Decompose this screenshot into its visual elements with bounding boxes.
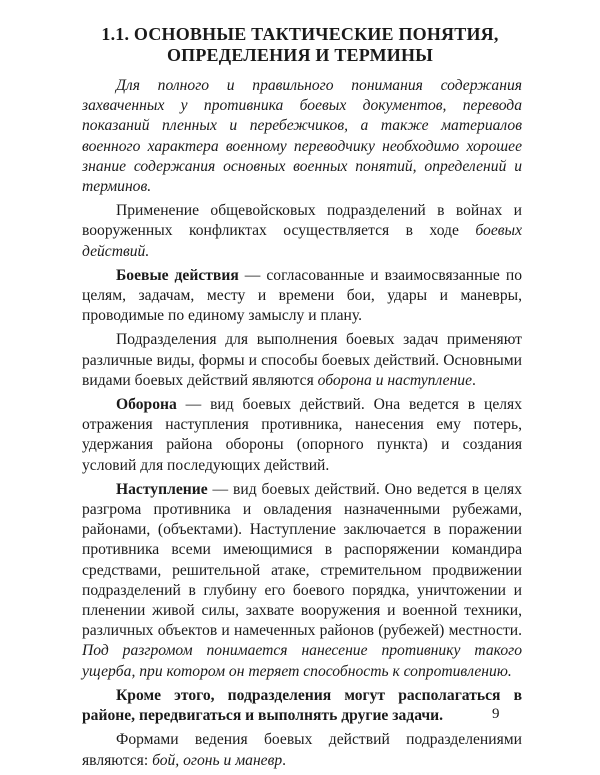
types-end: . — [472, 371, 476, 389]
defense-definition: — вид боевых действий. Она ведется в целях отражения наступления противника, нанесения ему потерь, удержания района обороны (опорного пункта) и создания условий для последующих действий. — [82, 396, 522, 474]
combat-definition: — согласованные и взаимосвязанные по целям, задачам, месту и времени бои, удары и маневры, проводимые по единому замыслу и плану. — [82, 266, 522, 325]
defense-definition-paragraph — [82, 395, 522, 476]
combat-definition-paragraph — [82, 266, 522, 327]
application-italic: боевых действий. — [82, 222, 522, 260]
forms-italic: бой, огонь и маневр — [152, 751, 283, 769]
offense-term: Наступление — [116, 480, 208, 498]
page-number: 9 — [492, 706, 500, 722]
intro-paragraph: Для полного и правильного понимания содержания захваченных у противника боевых документов, перевода показаний пленных и перебежчиков, а также материалов военного характера военному переводчику необходимо хорошее знание содержания основных военных понятий, определений и терминов. — [82, 77, 522, 196]
offense-definition-paragraph — [82, 480, 522, 682]
forms-paragraph — [82, 730, 522, 770]
besides-paragraph: Кроме этого, подразделения могут располагаться в районе, передвигаться и выполнять другие задачи. — [82, 686, 522, 725]
types-italic: оборона и наступление — [317, 371, 473, 389]
types-paragraph — [82, 330, 522, 391]
combat-term: Боевые действия — [116, 266, 239, 284]
offense-italic-note: Под разгромом понимается нанесение противнику такого ущерба, при котором он теряет способность к сопротивлению. — [82, 642, 522, 680]
body-text — [82, 76, 522, 775]
forms-text: Формами ведения боевых действий подразделениями являются: — [82, 731, 522, 769]
section-heading — [70, 24, 530, 66]
application-paragraph — [82, 201, 522, 262]
offense-definition: — вид боевых действий. Оно ведется в целях разгрома противника и овладения назначенными рубежами, районами, (объектами). Наступление заключается в поражении противника всеми имеющимися в распоряжении командира средствами, решительной атаке, стремительном продвижении подразделений в глубину его боевого порядка, уничтожении и пленении живой силы, захвате вооружения и военной техники, различных объектов и намеченных районов (рубежей) местности. — [82, 480, 522, 640]
forms-end: . — [282, 751, 287, 769]
heading-line-1: 1.1. ОСНОВНЫЕ ТАКТИЧЕСКИЕ ПОНЯТИЯ, — [101, 24, 499, 44]
application-text: Применение общевойсковых подразделений в войнах и вооруженных конфликтах осуществляется в ходе — [82, 202, 522, 240]
types-text: Подразделения для выполнения боевых задач применяют различные виды, формы и способы боевых действий. Основными видами боевых действий являются — [82, 331, 522, 389]
heading-line-2: ОПРЕДЕЛЕНИЯ И ТЕРМИНЫ — [166, 45, 434, 65]
defense-term: Оборона — [116, 396, 177, 414]
